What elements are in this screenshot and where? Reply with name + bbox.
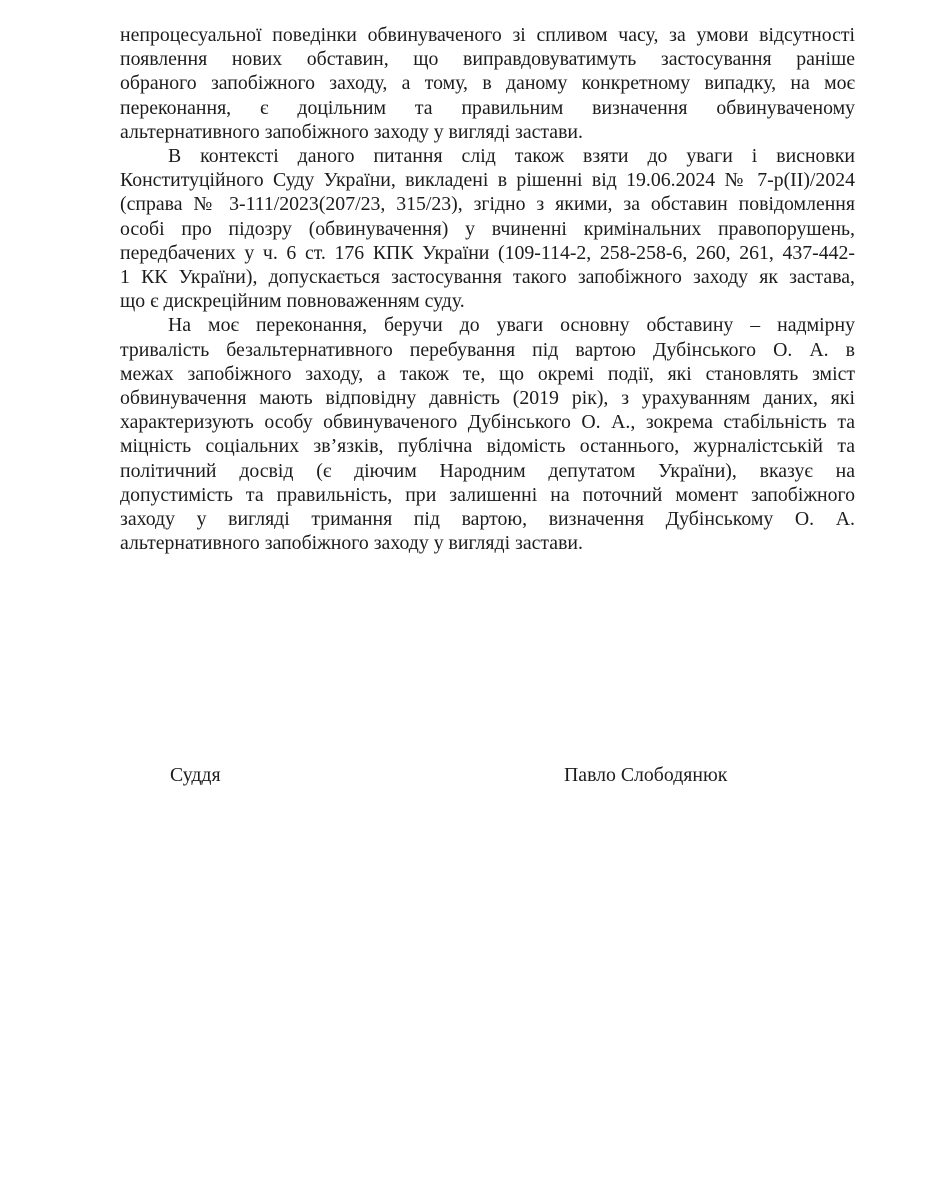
text-line: допустимість та правильність, при залишенні на поточний момент запобіжного	[120, 483, 855, 506]
text-line: альтернативного запобіжного заходу у вигляді застави.	[120, 532, 583, 555]
text-line: міцність соціальних зв’язків, публічна відомість останнього, журналістській та	[120, 435, 855, 458]
text-line: 1 КК України), допускається застосування такого запобіжного заходу як застава,	[120, 266, 855, 289]
text-line: передбачених у ч. 6 ст. 176 КПК України (109-114-2, 258-258-6, 260, 261, 437-442-	[120, 241, 855, 264]
text-line: політичний досвід (є діючим Народним депутатом України), вказує на	[120, 459, 855, 482]
text-line: альтернативного запобіжного заходу у вигляді застави.	[120, 120, 583, 143]
text-line: характеризують особу обвинуваченого Дубінського О. А., зокрема стабільність та	[120, 411, 855, 434]
text-line: Конституційного Суду України, викладені в рішенні від 19.06.2024 № 7-р(ІІ)/2024	[120, 169, 855, 192]
text-line: переконання, є доцільним та правильним визначення обвинуваченому	[120, 96, 855, 119]
signature-block	[0, 763, 927, 789]
text-line: появлення нових обставин, що виправдовуватимуть застосування раніше	[120, 48, 855, 71]
text-line: обвинувачення мають відповідну давність (2019 рік), з урахуванням даних, які	[120, 387, 855, 410]
signature-name: Павло Слободянюк	[564, 764, 728, 786]
text-line: непроцесуальної поведінки обвинуваченого зі спливом часу, за умови відсутності	[120, 24, 855, 46]
text-line: В контексті даного питання слід також взяти до уваги і висновки	[168, 145, 855, 168]
text-line: заходу у вигляді тримання під вартою, визначення Дубінському О. А.	[120, 508, 855, 531]
document-body	[120, 23, 855, 555]
text-line: (справа № 3-111/2023(207/23, 315/23), згідно з якими, за обставин повідомлення	[120, 193, 855, 216]
text-line: На моє переконання, беручи до уваги основну обставину – надмірну	[168, 314, 855, 337]
text-line: тривалість безальтернативного перебування під вартою Дубінського О. А. в	[120, 338, 855, 361]
text-line: особі про підозру (обвинувачення) у вчиненні кримінальних правопорушень,	[120, 217, 855, 240]
text-line: що є дискреційним повноваженням суду.	[120, 290, 465, 313]
text-line: межах запобіжного заходу, а також те, що окремі події, які становлять зміст	[120, 362, 855, 385]
signature-role-label: Суддя	[170, 764, 221, 786]
text-line: обраного запобіжного заходу, а тому, в даному конкретному випадку, на моє	[120, 72, 855, 95]
